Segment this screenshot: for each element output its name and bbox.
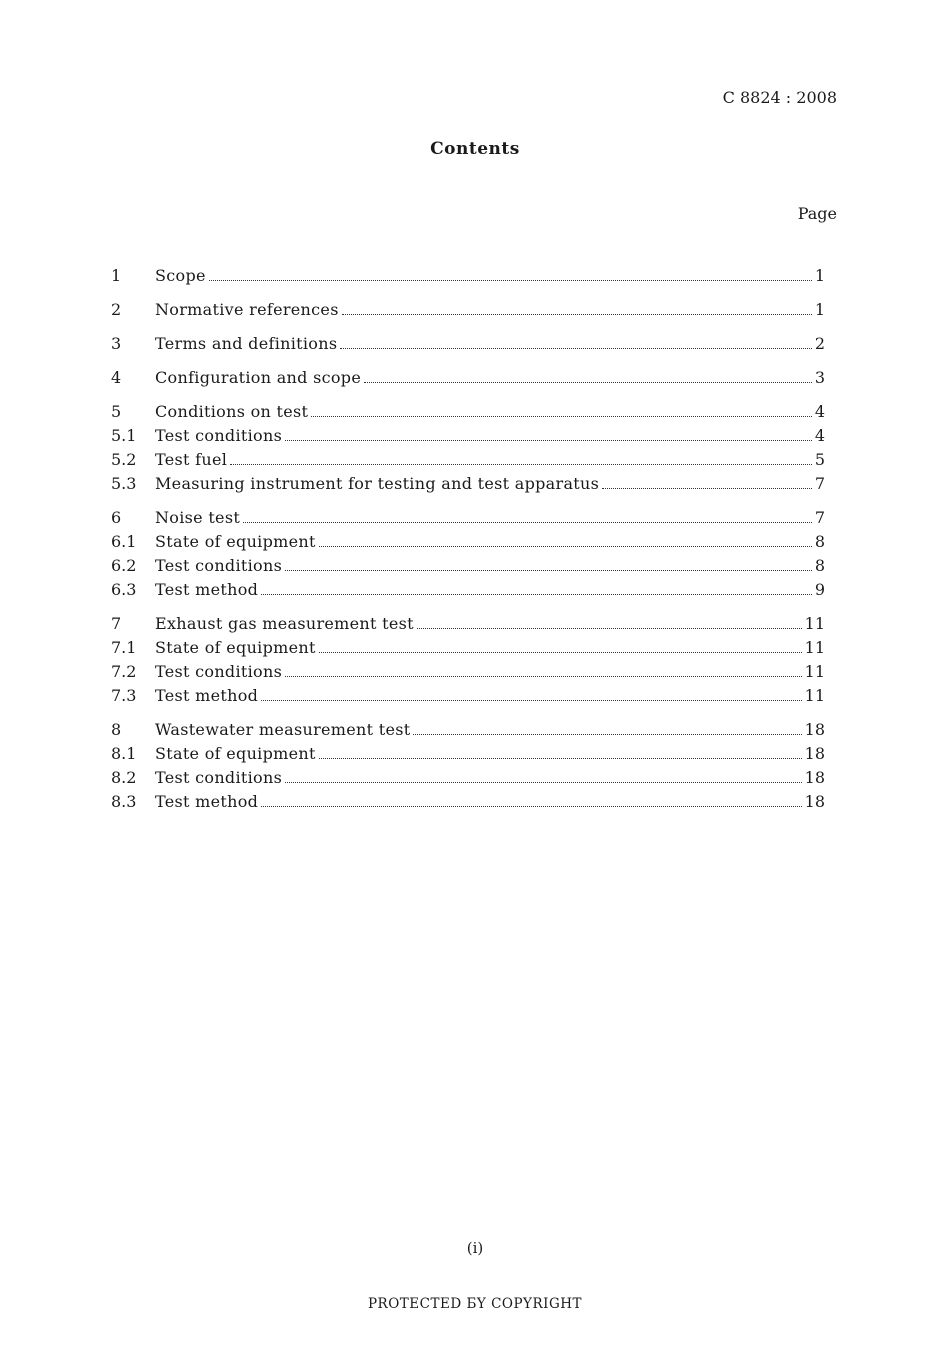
toc-entry[interactable]: [111, 684, 825, 708]
dot-leader: [319, 546, 812, 547]
dot-leader: [261, 594, 812, 595]
dot-leader: [285, 440, 812, 441]
dot-leader: [340, 348, 811, 349]
dot-leader: [261, 700, 801, 701]
toc-group: [111, 264, 825, 288]
toc-entry[interactable]: [111, 790, 825, 814]
dot-leader: [413, 734, 801, 735]
toc-entry[interactable]: [111, 400, 825, 424]
toc-entry[interactable]: [111, 612, 825, 636]
document-id: C 8824 : 2008: [722, 88, 837, 107]
toc-entry-number: 8: [111, 720, 122, 739]
toc-entry-page: 7: [814, 508, 825, 527]
toc-entry-number: 6.3: [111, 580, 137, 599]
toc-entry-title: State of equipment: [155, 744, 316, 763]
dot-leader: [209, 280, 812, 281]
toc-entry-title: Test method: [155, 792, 259, 811]
toc-entry-title: Noise test: [155, 508, 241, 527]
toc-entry-page: 8: [814, 556, 825, 575]
toc-entry-title: Normative references: [155, 300, 339, 319]
toc-entry-page: 11: [804, 638, 825, 657]
dot-leader: [311, 416, 812, 417]
toc-entry-title: Test conditions: [155, 768, 283, 787]
toc-entry-page: 3: [814, 368, 825, 387]
toc-entry-number: 2: [111, 300, 122, 319]
dot-leader: [285, 676, 802, 677]
toc-entry[interactable]: [111, 766, 825, 790]
toc-entry-title: Test conditions: [155, 556, 283, 575]
toc-entry-page: 11: [804, 614, 825, 633]
toc-entry-title: State of equipment: [155, 532, 316, 551]
toc-entry-page: 18: [804, 744, 825, 763]
toc-group: [111, 718, 825, 814]
toc-entry-number: 8.1: [111, 744, 137, 763]
dot-leader: [285, 782, 802, 783]
dot-leader: [243, 522, 812, 523]
toc-entry-title: Test conditions: [155, 426, 283, 445]
dot-leader: [417, 628, 802, 629]
toc-entry-title: State of equipment: [155, 638, 316, 657]
page-number: (i): [466, 1239, 484, 1257]
toc-entry[interactable]: [111, 366, 825, 390]
toc-entry-page: 8: [814, 532, 825, 551]
dot-leader: [261, 806, 801, 807]
toc-entry-page: 2: [814, 334, 825, 353]
toc-entry-page: 1: [814, 266, 825, 285]
toc-entry[interactable]: [111, 332, 825, 356]
toc-entry-page: 11: [804, 686, 825, 705]
toc-group: [111, 612, 825, 708]
toc-entry[interactable]: [111, 718, 825, 742]
page-title: Contents: [430, 139, 520, 159]
toc-entry-number: 3: [111, 334, 122, 353]
toc-entry-title: Wastewater measurement test: [155, 720, 411, 739]
dot-leader: [230, 464, 812, 465]
toc-entry-number: 4: [111, 368, 122, 387]
toc-entry[interactable]: [111, 472, 825, 496]
toc-entry-title: Terms and definitions: [155, 334, 338, 353]
toc-entry-page: 11: [804, 662, 825, 681]
dot-leader: [319, 652, 802, 653]
toc-entry[interactable]: [111, 298, 825, 322]
toc-entry-number: 8.2: [111, 768, 137, 787]
toc-entry[interactable]: [111, 636, 825, 660]
toc-entry[interactable]: [111, 506, 825, 530]
toc-entry-number: 5: [111, 402, 122, 421]
toc-entry-title: Configuration and scope: [155, 368, 362, 387]
toc-entry-number: 1: [111, 266, 122, 285]
toc-entry-number: 7.2: [111, 662, 137, 681]
toc-entry[interactable]: [111, 554, 825, 578]
toc-entry-number: 5.2: [111, 450, 137, 469]
toc-entry-page: 4: [814, 426, 825, 445]
copyright-notice: PROTECTED БY COPYRIGHT: [367, 1296, 583, 1312]
toc-entry-number: 6.1: [111, 532, 137, 551]
toc-entry-page: 4: [814, 402, 825, 421]
dot-leader: [602, 488, 812, 489]
toc-entry-number: 6: [111, 508, 122, 527]
toc-group: [111, 506, 825, 602]
dot-leader: [364, 382, 812, 383]
dot-leader: [319, 758, 802, 759]
toc-entry-title: Measuring instrument for testing and test apparatus: [155, 474, 600, 493]
toc-entry-title: Scope: [155, 266, 206, 285]
toc-entry-title: Conditions on test: [155, 402, 309, 421]
toc-group: [111, 400, 825, 496]
toc-entry-page: 18: [804, 768, 825, 787]
page-column-label: Page: [797, 204, 837, 223]
toc-group: [111, 366, 825, 390]
toc-entry-title: Exhaust gas measurement test: [155, 614, 414, 633]
toc-entry-number: 6.2: [111, 556, 137, 575]
toc-entry-number: 8.3: [111, 792, 137, 811]
toc-entry[interactable]: [111, 578, 825, 602]
dot-leader: [342, 314, 812, 315]
toc-entry[interactable]: [111, 448, 825, 472]
toc-group: [111, 332, 825, 356]
toc-group: [111, 298, 825, 322]
toc-entry[interactable]: [111, 424, 825, 448]
toc-entry-page: 7: [814, 474, 825, 493]
toc-entry-number: 7.3: [111, 686, 137, 705]
dot-leader: [285, 570, 812, 571]
toc-entry[interactable]: [111, 530, 825, 554]
toc-entry-number: 7.1: [111, 638, 137, 657]
toc-entry-number: 5.3: [111, 474, 137, 493]
toc-entry[interactable]: [111, 742, 825, 766]
table-of-contents: [111, 264, 825, 824]
toc-entry-title: Test method: [155, 686, 259, 705]
toc-entry-number: 7: [111, 614, 122, 633]
toc-entry-title: Test method: [155, 580, 259, 599]
toc-entry[interactable]: [111, 660, 825, 684]
toc-entry-title: Test conditions: [155, 662, 283, 681]
toc-entry-number: 5.1: [111, 426, 137, 445]
toc-entry-page: 5: [814, 450, 825, 469]
toc-entry-page: 1: [814, 300, 825, 319]
toc-entry-title: Test fuel: [155, 450, 228, 469]
toc-entry-page: 18: [804, 792, 825, 811]
toc-entry-page: 18: [804, 720, 825, 739]
toc-entry-page: 9: [814, 580, 825, 599]
toc-entry[interactable]: [111, 264, 825, 288]
